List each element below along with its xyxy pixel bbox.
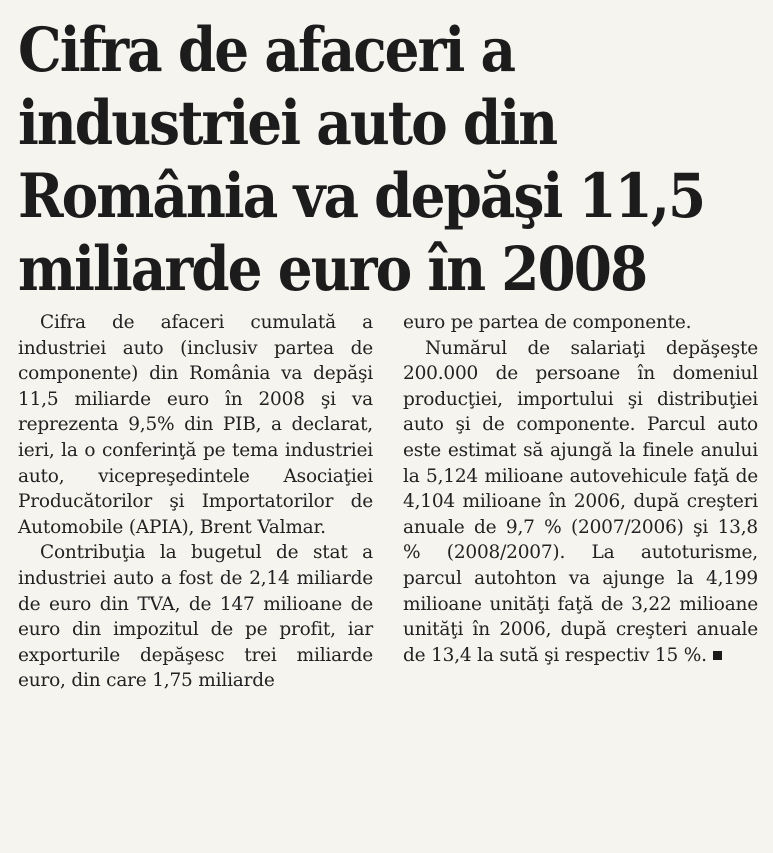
paragraph-1: Cifra de afaceri cumulată a industriei auto (inclusiv partea de componente) din România va depăşi 11,5 miliarde euro în 2008 şi va reprezenta 9,5% din PIB, a declarat, ieri, la o conferinţă pe tema industriei auto, vicepreşedintele Asociaţiei Producătorilor şi Importatorilor de Automobile (APIA), Brent Valmar.	[18, 312, 373, 538]
paragraph-continued: euro pe partea de componente.	[403, 312, 692, 333]
headline: Cifra de afaceri a industriei auto din România va depăşi 11,5 miliarde euro în 2008	[18, 15, 705, 305]
paragraph-3-text: Numărul de salariaţi depăşeşte 200.000 de persoane în domeniul producţiei, importului şi distribuţiei auto şi de componente. Parcul auto este estimat să ajungă la finele anului la 5,124 milioane autovehicule faţă de 4,104 milioane în 2006, după creşteri anuale de 9,7 % (2007/2006) şi 13,8 % (2008/2007). La autoturisme, parcul autohton va ajunge la 4,199 milioane unităţi faţă de 3,22 milioane unităţi în 2006, după creşteri anuale de 13,4 la sută şi respectiv 15 %.	[403, 337, 758, 666]
paragraph-3	[403, 336, 758, 669]
end-of-article-square-icon	[713, 651, 722, 660]
article-body	[18, 310, 758, 694]
paragraph-2: Contribuţia la bugetul de stat a industriei auto a fost de 2,14 miliarde de euro din TVA, de 147 milioane de euro din impozitul de pe profit, iar exporturile depăşesc trei miliarde euro, din care 1,75 miliarde	[18, 542, 373, 692]
column-left	[18, 310, 373, 694]
column-right	[403, 310, 758, 694]
